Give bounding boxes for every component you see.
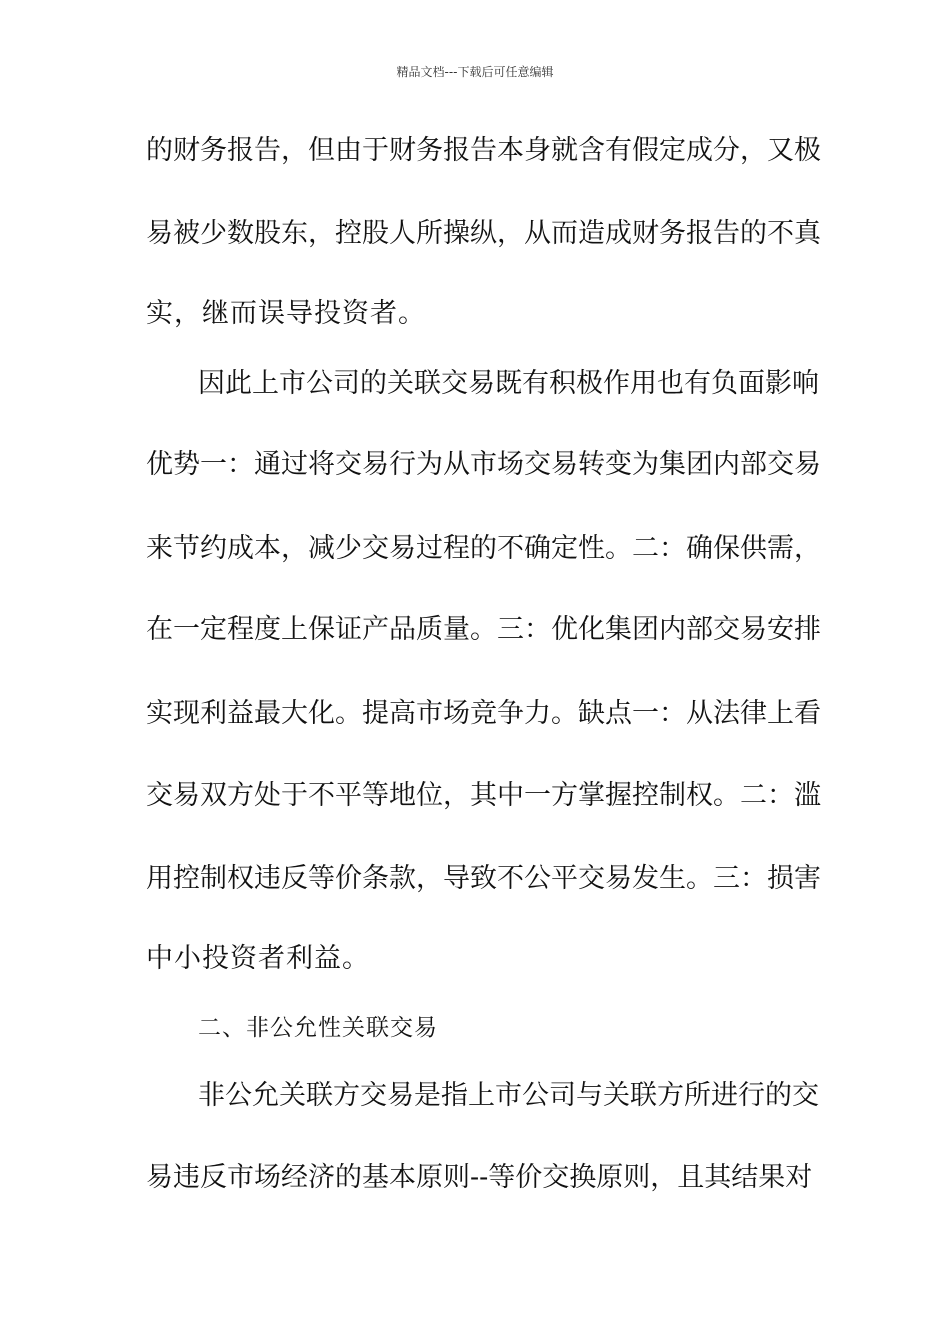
paragraph-line: 的财务报告，但由于财务报告本身就含有假定成分，又极: [146, 135, 821, 166]
paragraph-line: 来节约成本，减少交易过程的不确定性。二：确保供需，: [146, 533, 821, 564]
paragraph-line: 在一定程度上保证产品质量。三：优化集团内部交易安排: [146, 614, 821, 645]
section-heading: 二、非公允性关联交易: [198, 1015, 438, 1041]
paragraph-line: 易违反市场经济的基本原则--等价交换原则，且其结果对: [146, 1162, 813, 1193]
paragraph-line: 中小投资者利益。: [146, 943, 370, 974]
paragraph-line: 实，继而误导投资者。: [146, 298, 426, 329]
paragraph-line: 易被少数股东，控股人所操纵，从而造成财务报告的不真: [146, 218, 821, 249]
paragraph-line: 优势一：通过将交易行为从市场交易转变为集团内部交易: [146, 449, 821, 480]
paragraph-line: 因此上市公司的关联交易既有积极作用也有负面影响: [198, 368, 819, 399]
paragraph-line: 非公允关联方交易是指上市公司与关联方所进行的交: [198, 1080, 819, 1111]
page-header: 精品文档---下载后可任意编辑: [396, 65, 554, 79]
paragraph-line: 交易双方处于不平等地位，其中一方掌握控制权。二：滥: [146, 780, 821, 811]
paragraph-line: 实现利益最大化。提高市场竞争力。缺点一：从法律上看: [146, 698, 821, 729]
paragraph-line: 用控制权违反等价条款，导致不公平交易发生。三：损害: [146, 863, 821, 894]
